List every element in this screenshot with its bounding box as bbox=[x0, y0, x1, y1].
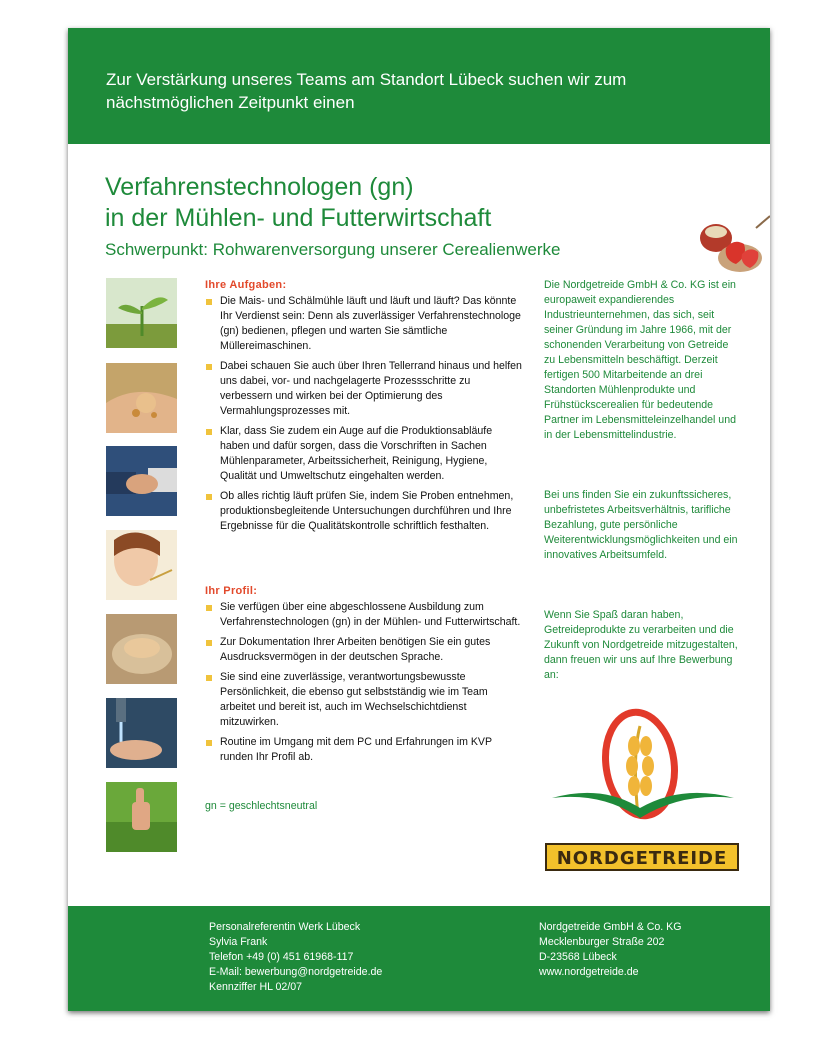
grain-hands-photo bbox=[106, 363, 177, 433]
profile-list bbox=[205, 600, 523, 770]
list-item: Zur Dokumentation Ihrer Arbeiten benötigen Sie ein gutes Ausdrucksvermögen in der deutschen Sprache. bbox=[205, 635, 523, 665]
nordgetreide-logo bbox=[542, 696, 742, 876]
bullet-icon bbox=[206, 494, 212, 500]
website-link[interactable]: www.nordgetreide.de bbox=[539, 966, 639, 978]
contact-phone: Telefon +49 (0) 451 61968-117 bbox=[209, 951, 354, 963]
bullet-icon bbox=[206, 640, 212, 646]
logo-wordmark: NORDGETREIDE bbox=[556, 848, 728, 869]
list-item: Die Mais- und Schälmühle läuft und läuft und läuft? Das könnte Ihr Verdienst sein: Denn als zuverlässiger Verfahrenstechnologe (gn) bedienen, pflegen und warten Sie sämtliche Müllereimaschinen. bbox=[205, 294, 523, 354]
bullet-icon bbox=[206, 429, 212, 435]
job-ad-page bbox=[68, 28, 770, 1011]
header-band bbox=[68, 28, 770, 144]
tasks-list bbox=[205, 294, 523, 539]
bullet-icon bbox=[206, 299, 212, 305]
handshake-photo bbox=[106, 446, 177, 516]
job-subtitle: Schwerpunkt: Rohwarenversorgung unserer Cerealienwerke bbox=[105, 240, 561, 259]
bullet-icon bbox=[206, 364, 212, 370]
contact-name: Sylvia Frank bbox=[209, 936, 268, 948]
tasks-heading: Ihre Aufgaben: bbox=[205, 279, 287, 291]
company-description: Die Nordgetreide GmbH & Co. KG ist ein europaweit expandierendes Industrieunternehmen, das sich, seit seiner Gründung im Jahre 1966, mit der schonenden Verarbeitung von Getreide zu Lebensmitteln beschäftigt. Derzeit fertigen 500 Mitarbeitende an drei Standorten Mühlenprodukte und Frühstückscerealien für bedeutende Partner im Lebensmitteleinzelhandel und in der Lebensmittelindustrie. bbox=[544, 279, 736, 441]
job-title bbox=[105, 172, 491, 234]
company-name: Nordgetreide GmbH & Co. KG bbox=[539, 921, 682, 933]
city: D-23568 Lübeck bbox=[539, 951, 617, 963]
list-item: Dabei schauen Sie auch über Ihren Tellerrand hinaus und helfen uns dabei, vor- und nachgelagerte Prozessschritte zu verbessern und wirken bei der Optimierung des Vermahlungsprozesses mit. bbox=[205, 359, 523, 419]
bullet-icon bbox=[206, 605, 212, 611]
reference-number: Kennziffer HL 02/07 bbox=[209, 981, 303, 993]
company-address bbox=[539, 920, 681, 980]
profile-heading: Ihr Profil: bbox=[205, 585, 258, 597]
job-title-line2: in der Mühlen- und Futterwirtschaft bbox=[105, 204, 492, 232]
job-title-line1: Verfahrenstechnologen (gn) bbox=[105, 173, 414, 201]
list-item: Ob alles richtig läuft prüfen Sie, indem Sie Proben entnehmen, produktionsbegleitende Untersuchungen durchführen und Ihre Ergebnisse für die Qualitätskontrolle schriftlich festhalten. bbox=[205, 489, 523, 534]
strawberry-cereal-photo bbox=[696, 208, 770, 276]
list-item: Routine im Umgang mit dem PC und Erfahrungen im KVP runden Ihr Profil ab. bbox=[205, 735, 523, 765]
bullet-icon bbox=[206, 740, 212, 746]
thumbs-up-photo bbox=[106, 782, 177, 852]
gender-neutral-note: gn = geschlechtsneutral bbox=[205, 800, 318, 812]
benefits-text: Bei uns finden Sie ein zukunftssicheres, unbefristetes Arbeitsverhältnis, tarifliche Bezahlung, gute persönliche Weiterentwicklungsmöglichkeiten und ein innovatives Arbeitsumfeld. bbox=[544, 489, 738, 561]
bullet-icon bbox=[206, 675, 212, 681]
list-item: Sie verfügen über eine abgeschlossene Ausbildung zum Verfahrenstechnologen (gn) in der Mühlen- und Futterwirtschaft. bbox=[205, 600, 523, 630]
contact-person bbox=[209, 920, 382, 995]
contact-email[interactable]: E-Mail: bewerbung@nordgetreide.de bbox=[209, 966, 383, 978]
intro-text: Zur Verstärkung unseres Teams am Standort Lübeck suchen wir zum nächstmöglichen Zeitpunkt einen bbox=[106, 70, 627, 112]
call-to-action-text: Wenn Sie Spaß daran haben, Getreideprodukte zu verarbeiten und die Zukunft von Nordgetreide mitzugestalten, dann freuen wir uns auf Ihre Bewerbung an: bbox=[544, 609, 738, 681]
footer-band bbox=[68, 906, 770, 1011]
list-item: Sie sind eine zuverlässige, verantwortungsbewusste Persönlichkeit, die ebenso gut selbstständig wie im Team arbeitet und bereit ist, auch im Wechselschichtdienst mitzuwirken. bbox=[205, 670, 523, 730]
list-item: Klar, dass Sie zudem ein Auge auf die Produktionsabläufe haben und dafür sorgen, dass die Vorschriften in Sachen Mühlenparameter, Arbeitssicherheit, Reinigung, Hygiene, Qualität und Umweltschutz eingehalten werden. bbox=[205, 424, 523, 484]
sack-grain-photo bbox=[106, 614, 177, 684]
street: Mecklenburger Straße 202 bbox=[539, 936, 665, 948]
seedling-photo bbox=[106, 278, 177, 348]
contact-role: Personalreferentin Werk Lübeck bbox=[209, 921, 361, 933]
water-hands-photo bbox=[106, 698, 177, 768]
woman-smelling-photo bbox=[106, 530, 177, 600]
